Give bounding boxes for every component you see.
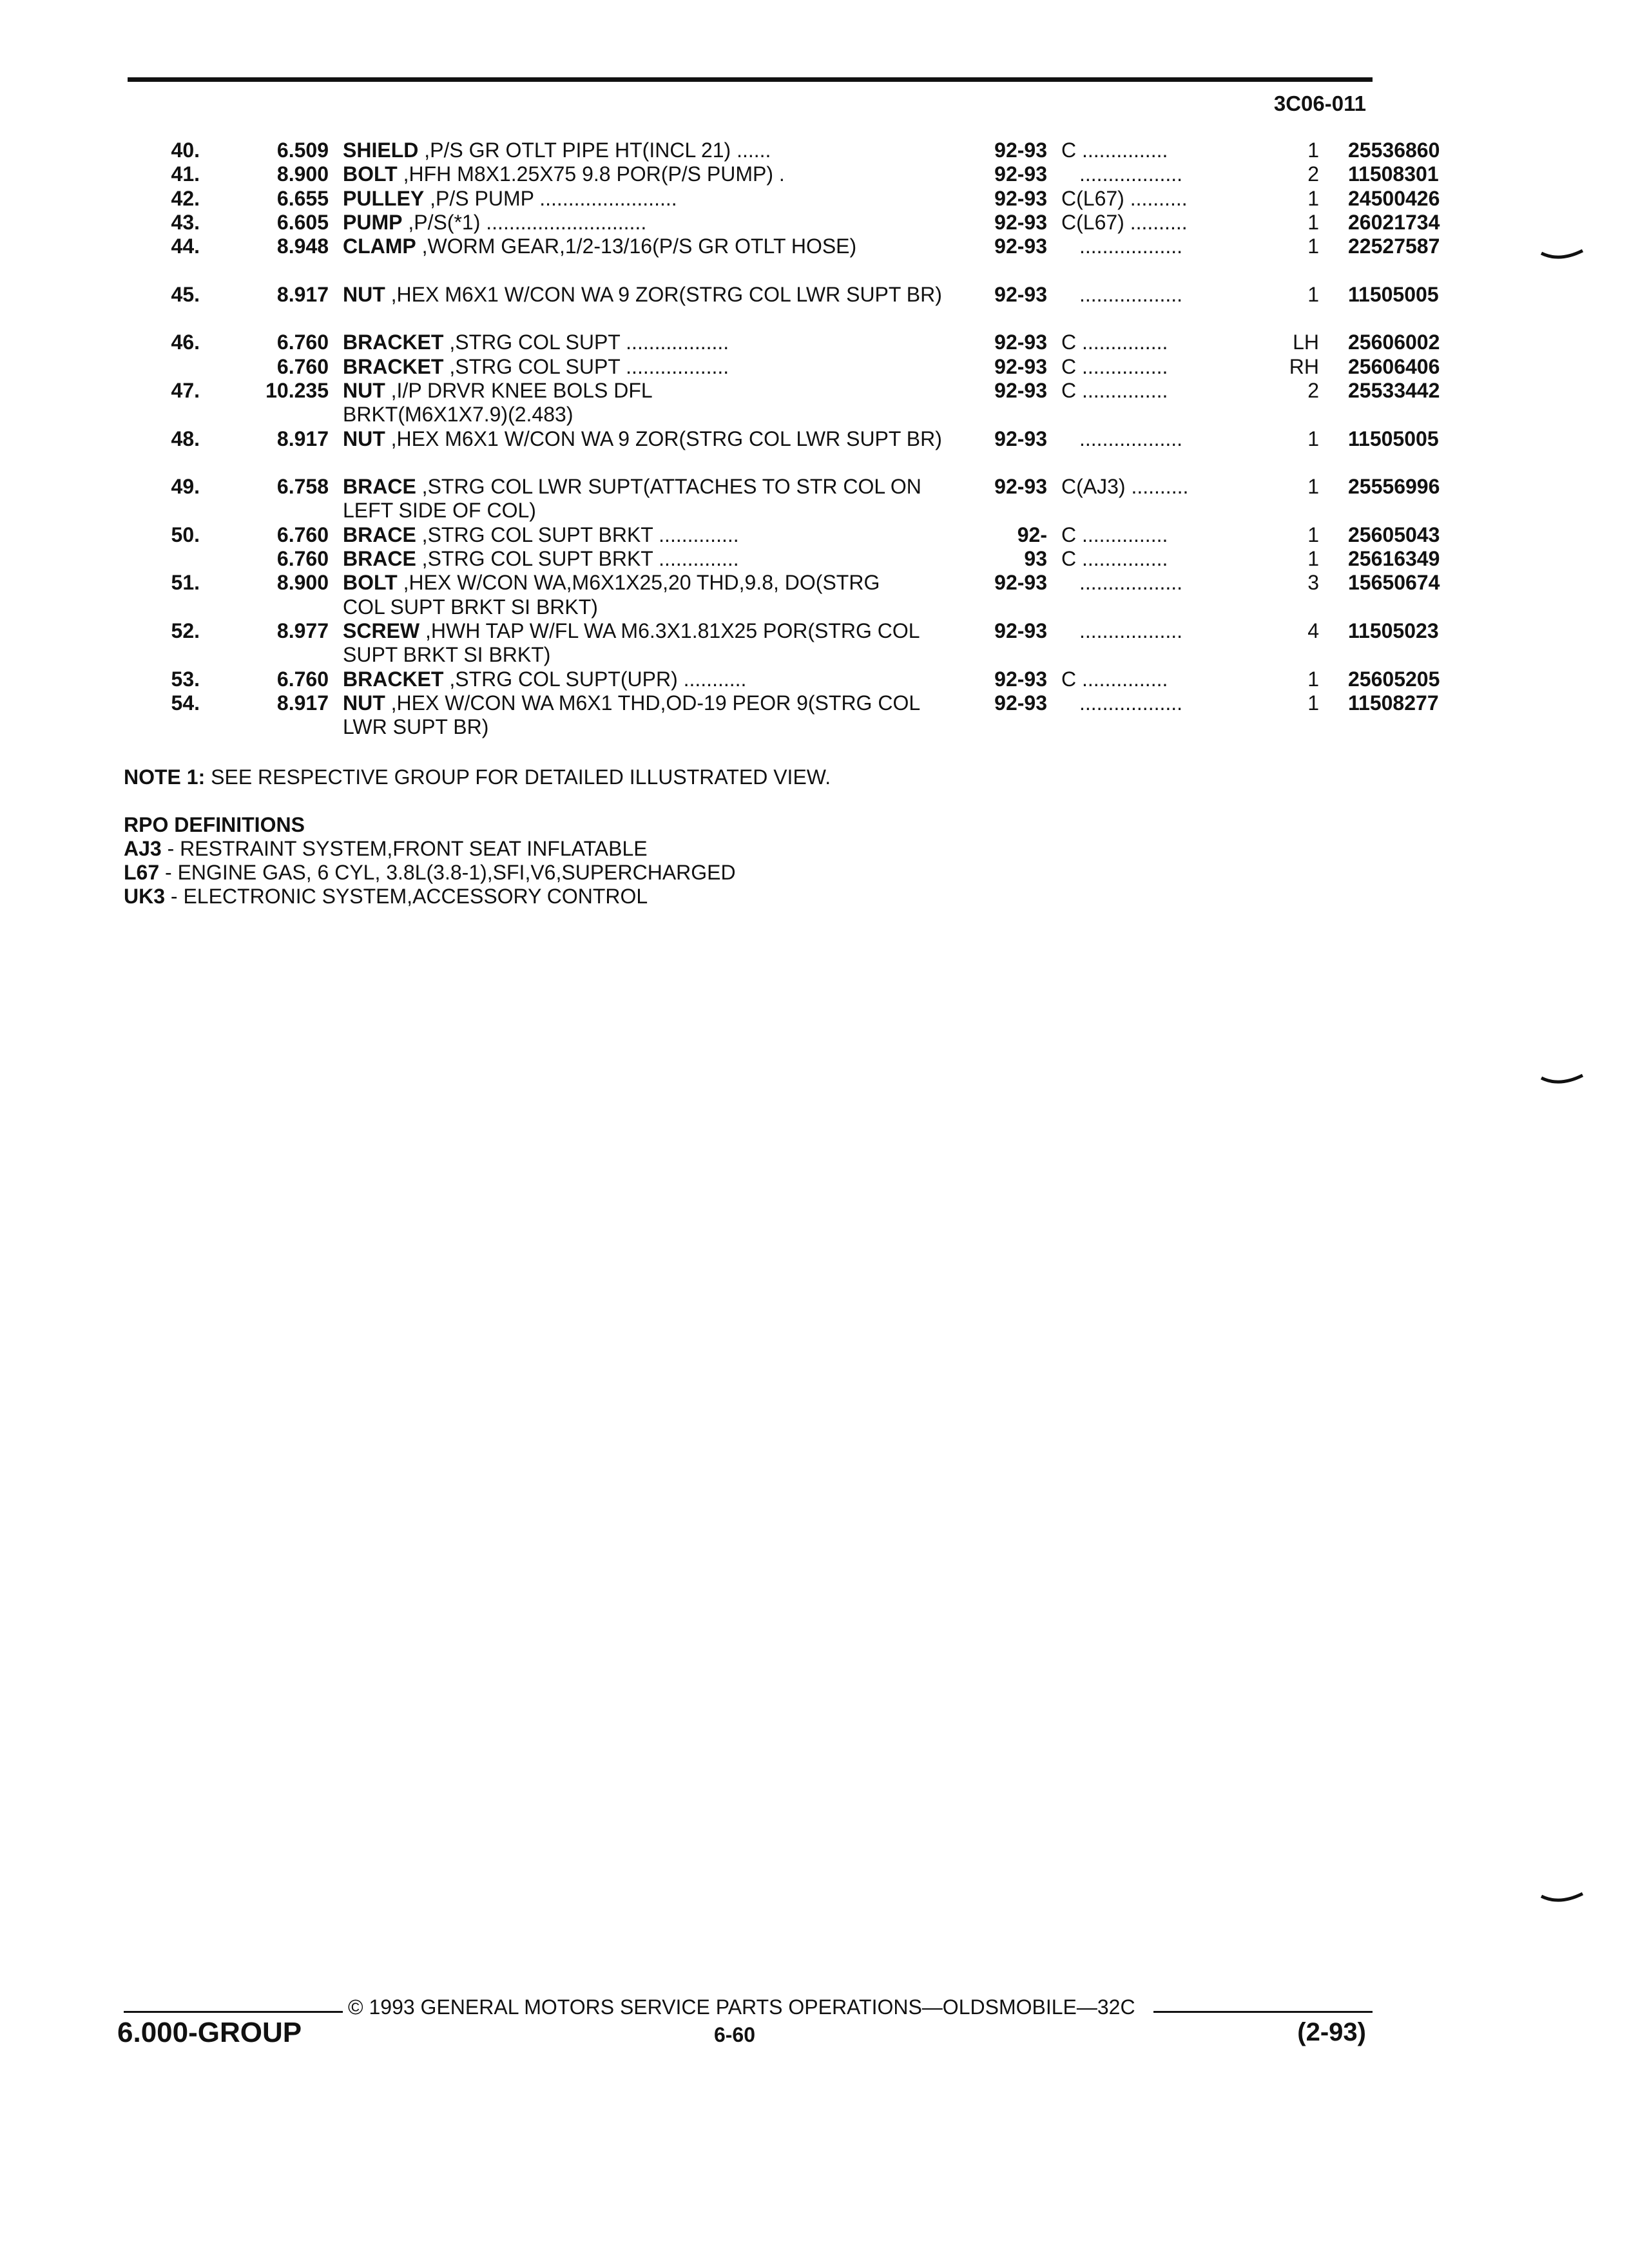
parts-row (97, 475, 1440, 523)
quantity: LH (1293, 331, 1319, 354)
option-code: C(L67) .......... (1061, 186, 1188, 210)
parts-row (97, 162, 1439, 186)
catalog-code: 3C06-011 (1273, 91, 1366, 115)
item-number: 46. (171, 331, 200, 354)
part-description: SCREW ,HWH TAP W/FL WA M6.3X1.81X25 POR(STRG COL SUPT BRKT SI BRKT) (343, 619, 920, 667)
item-number: 52. (171, 619, 200, 642)
copyright: © 1993 GENERAL MOTORS SERVICE PARTS OPERATIONS—OLDSMOBILE—32C (348, 1995, 1135, 2019)
part-description: BRACE ,STRG COL LWR SUPT(ATTACHES TO STR COL ON LEFT SIDE OF COL) (343, 475, 921, 523)
group-label: 6.000-GROUP (117, 2017, 302, 2048)
parts-row (97, 523, 1440, 547)
quantity: 1 (1307, 235, 1319, 258)
model-years: 92-93 (994, 331, 1047, 354)
option-code: C(AJ3) .......... (1061, 475, 1189, 499)
part-number: 15650674 (1348, 571, 1440, 595)
page-number: 6-60 (713, 2023, 756, 2046)
model-years: 92-93 (994, 139, 1047, 162)
option-code: .................. (1079, 162, 1183, 186)
part-description: PUMP ,P/S(*1) ............................ (343, 210, 647, 234)
option-code: C ............... (1061, 523, 1168, 546)
quantity: 1 (1307, 475, 1319, 499)
part-description: BOLT ,HFH M8X1.25X75 9.8 POR(P/S PUMP) . (343, 162, 785, 186)
model-years: 92-93 (994, 475, 1047, 499)
parts-row (97, 427, 1439, 476)
parts-table (97, 139, 1440, 739)
quantity: 2 (1307, 378, 1319, 402)
quantity: 1 (1307, 691, 1319, 715)
note-label: NOTE 1: (124, 765, 206, 789)
quantity: 1 (1307, 667, 1319, 691)
model-years: 92-93 (994, 378, 1047, 402)
item-number: 48. (171, 427, 200, 450)
part-description: BRACKET ,STRG COL SUPT .................. (343, 354, 729, 378)
option-code: C ............... (1061, 378, 1168, 402)
model-years: 92-93 (994, 162, 1047, 186)
part-number: 25556996 (1348, 475, 1440, 499)
margin-mark (1540, 248, 1585, 267)
item-number: 51. (171, 571, 200, 595)
group-number: 6.655 (276, 186, 329, 210)
model-years: 92- (1017, 523, 1047, 546)
model-years: 93 (1024, 547, 1047, 571)
parts-row (97, 331, 1440, 354)
option-code: C ............... (1061, 354, 1168, 378)
item-number: 53. (171, 667, 200, 691)
part-description: NUT ,HEX M6X1 W/CON WA 9 ZOR(STRG COL LWR SUPT BR) (343, 282, 942, 306)
item-number: 54. (171, 691, 200, 715)
quantity: 1 (1307, 523, 1319, 546)
option-code: .................. (1079, 282, 1183, 306)
group-number: 6.760 (276, 331, 329, 354)
note-text: SEE RESPECTIVE GROUP FOR DETAILED ILLUSTRATED VIEW. (205, 765, 831, 789)
model-years: 92-93 (994, 667, 1047, 691)
part-description: PULLEY ,P/S PUMP ........................ (343, 186, 677, 210)
quantity: 1 (1307, 427, 1319, 450)
part-number: 24500426 (1348, 186, 1440, 210)
group-number: 6.758 (276, 475, 329, 499)
margin-mark (1540, 1073, 1585, 1092)
item-number: 44. (171, 235, 200, 258)
option-code: C(L67) .......... (1061, 210, 1188, 234)
part-number: 11505005 (1348, 282, 1439, 306)
group-number: 8.948 (276, 235, 329, 258)
parts-row (97, 186, 1440, 211)
parts-row (97, 235, 1440, 283)
rpo-definition: L67 - ENGINE GAS, 6 CYL, 3.8L(3.8-1),SFI,V6,SUPERCHARGED (124, 861, 736, 884)
part-number: 25616349 (1348, 547, 1440, 571)
margin-mark (1540, 1891, 1585, 1910)
part-description: BRACKET ,STRG COL SUPT(UPR) ........... (343, 667, 747, 691)
option-code: .................. (1079, 427, 1183, 450)
option-code: C ............... (1061, 139, 1168, 162)
group-number: 8.900 (276, 571, 329, 595)
quantity: 1 (1307, 210, 1319, 234)
option-code: C ............... (1061, 547, 1168, 571)
model-years: 92-93 (994, 354, 1047, 378)
quantity: 4 (1307, 619, 1319, 642)
parts-row (97, 547, 1440, 571)
part-description: BRACKET ,STRG COL SUPT .................. (343, 331, 729, 354)
rpo-definitions (124, 813, 736, 908)
model-years: 92-93 (994, 186, 1047, 210)
item-number: 45. (171, 282, 200, 306)
part-number: 25605205 (1348, 667, 1440, 691)
part-number: 25606002 (1348, 331, 1440, 354)
quantity: 1 (1307, 139, 1319, 162)
group-number: 8.977 (276, 619, 329, 642)
parts-row (97, 691, 1439, 740)
quantity: 3 (1307, 571, 1319, 595)
group-number: 6.605 (276, 210, 329, 234)
option-code: .................. (1079, 571, 1183, 595)
rpo-definition: AJ3 - RESTRAINT SYSTEM,FRONT SEAT INFLATABLE (124, 837, 648, 860)
parts-row (97, 139, 1440, 162)
item-number: 47. (171, 378, 200, 402)
part-number: 11508277 (1348, 691, 1439, 715)
quantity: RH (1289, 354, 1319, 378)
group-number: 8.917 (276, 282, 329, 306)
group-number: 8.917 (276, 691, 329, 715)
model-years: 92-93 (994, 282, 1047, 306)
part-description: BRACE ,STRG COL SUPT BRKT .............. (343, 523, 739, 546)
footer-rule-right (1153, 2011, 1373, 2013)
rpo-definition: UK3 - ELECTRONIC SYSTEM,ACCESSORY CONTROL (124, 885, 648, 908)
option-code: C ............... (1061, 331, 1168, 354)
item-number: 43. (171, 210, 200, 234)
part-description: CLAMP ,WORM GEAR,1/2-13/16(P/S GR OTLT HOSE) (343, 235, 857, 258)
item-number: 50. (171, 523, 200, 546)
model-years: 92-93 (994, 619, 1047, 642)
option-code: .................. (1079, 235, 1183, 258)
quantity: 1 (1307, 282, 1319, 306)
part-description: NUT ,HEX M6X1 W/CON WA 9 ZOR(STRG COL LWR SUPT BR) (343, 427, 942, 450)
parts-row (97, 571, 1440, 619)
part-description: SHIELD ,P/S GR OTLT PIPE HT(INCL 21) ...... (343, 139, 771, 162)
part-number: 11508301 (1348, 162, 1439, 186)
group-number: 6.760 (276, 523, 329, 546)
model-years: 92-93 (994, 427, 1047, 450)
part-description: BRACE ,STRG COL SUPT BRKT .............. (343, 547, 739, 571)
model-years: 92-93 (994, 235, 1047, 258)
model-years: 92-93 (994, 571, 1047, 595)
group-number: 8.917 (276, 427, 329, 450)
part-number: 25536860 (1348, 139, 1440, 162)
rpo-heading: RPO DEFINITIONS (124, 813, 305, 836)
part-description: NUT ,HEX W/CON WA M6X1 THD,OD-19 PEOR 9(STRG COL LWR SUPT BR) (343, 691, 920, 739)
quantity: 2 (1307, 162, 1319, 186)
model-years: 92-93 (994, 210, 1047, 234)
revision-date: (2-93) (1297, 2018, 1366, 2046)
group-number: 8.900 (276, 162, 329, 186)
group-number: 6.509 (276, 139, 329, 162)
parts-row (97, 282, 1439, 331)
item-number: 49. (171, 475, 200, 499)
part-number: 11505023 (1348, 619, 1439, 642)
part-number: 11505005 (1348, 427, 1439, 450)
header-rule (128, 77, 1373, 82)
part-number: 25606406 (1348, 354, 1440, 378)
part-description: BOLT ,HEX W/CON WA,M6X1X25,20 THD,9.8, DO(STRG COL SUPT BRKT SI BRKT) (343, 571, 880, 619)
quantity: 1 (1307, 186, 1319, 210)
group-number: 6.760 (276, 547, 329, 571)
item-number: 42. (171, 186, 200, 210)
part-description: NUT ,I/P DRVR KNEE BOLS DFL BRKT(M6X1X7.9)(2.483) (343, 378, 652, 427)
parts-row (97, 378, 1440, 427)
note (124, 765, 831, 789)
parts-row (97, 354, 1440, 379)
option-code: C ............... (1061, 667, 1168, 691)
footer-rule-left (124, 2011, 343, 2013)
part-number: 25605043 (1348, 523, 1440, 546)
option-code: .................. (1079, 619, 1183, 642)
part-number: 22527587 (1348, 235, 1440, 258)
part-number: 25533442 (1348, 378, 1440, 402)
quantity: 1 (1307, 547, 1319, 571)
part-number: 26021734 (1348, 210, 1440, 234)
group-number: 6.760 (276, 354, 329, 378)
group-number: 10.235 (265, 378, 329, 402)
parts-row (97, 619, 1439, 668)
item-number: 40. (171, 139, 200, 162)
group-number: 6.760 (276, 667, 329, 691)
parts-row (97, 667, 1440, 691)
option-code: .................. (1079, 691, 1183, 715)
item-number: 41. (171, 162, 200, 186)
parts-row (97, 210, 1440, 235)
model-years: 92-93 (994, 691, 1047, 715)
